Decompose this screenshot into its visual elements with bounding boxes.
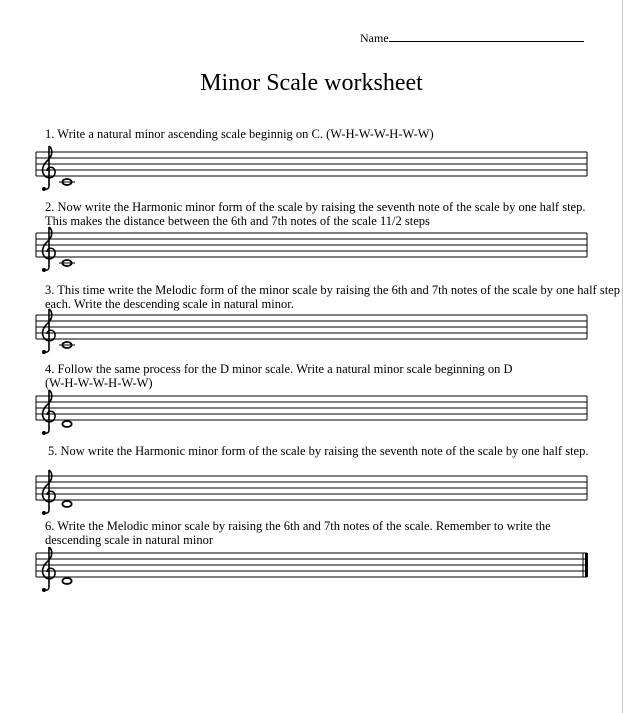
staff-lines [36, 227, 587, 273]
staff-2 [36, 227, 587, 269]
question-2-line-2: This makes the distance between the 6th and 7th notes of the scale 11/2 steps [45, 214, 430, 228]
name-blank-line [389, 30, 584, 42]
staff-5 [36, 470, 587, 512]
staff-lines [36, 547, 587, 593]
page-title: Minor Scale worksheet [200, 70, 423, 96]
question-5-line-1: 5. Now write the Harmonic minor form of the scale by raising the seventh note of the scale by one half step. [48, 444, 589, 458]
whole-note [62, 578, 71, 584]
question-3-line-1: 3. This time write the Melodic form of the minor scale by raising the 6th and 7th notes of the scale by one half step [45, 283, 620, 297]
question-5 [48, 444, 588, 458]
question-1-line-1: 1. Write a natural minor ascending scale beginnig on C. (W-H-W-W-H-W-W) [45, 127, 434, 141]
name-field [360, 30, 584, 46]
question-3-line-2: each. Write the descending scale in natural minor. [45, 297, 294, 311]
name-label: Name [360, 31, 389, 45]
treble-clef-tail-dot [42, 187, 46, 191]
question-2-line-1: 2. Now write the Harmonic minor form of the scale by raising the seventh note of the scale by one half step. [45, 200, 586, 214]
staff-lines [36, 390, 587, 436]
treble-clef-tail-dot [42, 588, 46, 592]
staff-6 [36, 547, 587, 589]
question-6-line-2: descending scale in natural minor [45, 533, 213, 547]
treble-clef-tail-dot [42, 511, 46, 515]
question-3 [45, 283, 620, 311]
whole-note [62, 421, 71, 427]
question-1 [45, 127, 434, 141]
whole-note [62, 501, 71, 507]
treble-clef-tail-dot [42, 268, 46, 272]
question-6-line-1: 6. Write the Melodic minor scale by raising the 6th and 7th notes of the scale. Remember to write the [45, 519, 551, 533]
staff-lines [36, 309, 587, 355]
staff-1 [36, 146, 587, 188]
treble-clef-tail-dot [42, 431, 46, 435]
question-2 [45, 200, 585, 228]
staff-4 [36, 390, 587, 432]
question-4 [45, 362, 513, 390]
question-4-line-2: (W-H-W-W-H-W-W) [45, 376, 153, 390]
final-barline-thick [585, 553, 588, 577]
staff-lines [36, 470, 587, 516]
question-4-line-1: 4. Follow the same process for the D minor scale. Write a natural minor scale beginning on D [45, 362, 513, 376]
staff-3 [36, 309, 587, 351]
staff-lines [36, 146, 587, 192]
treble-clef-tail-dot [42, 350, 46, 354]
question-6 [45, 519, 551, 547]
